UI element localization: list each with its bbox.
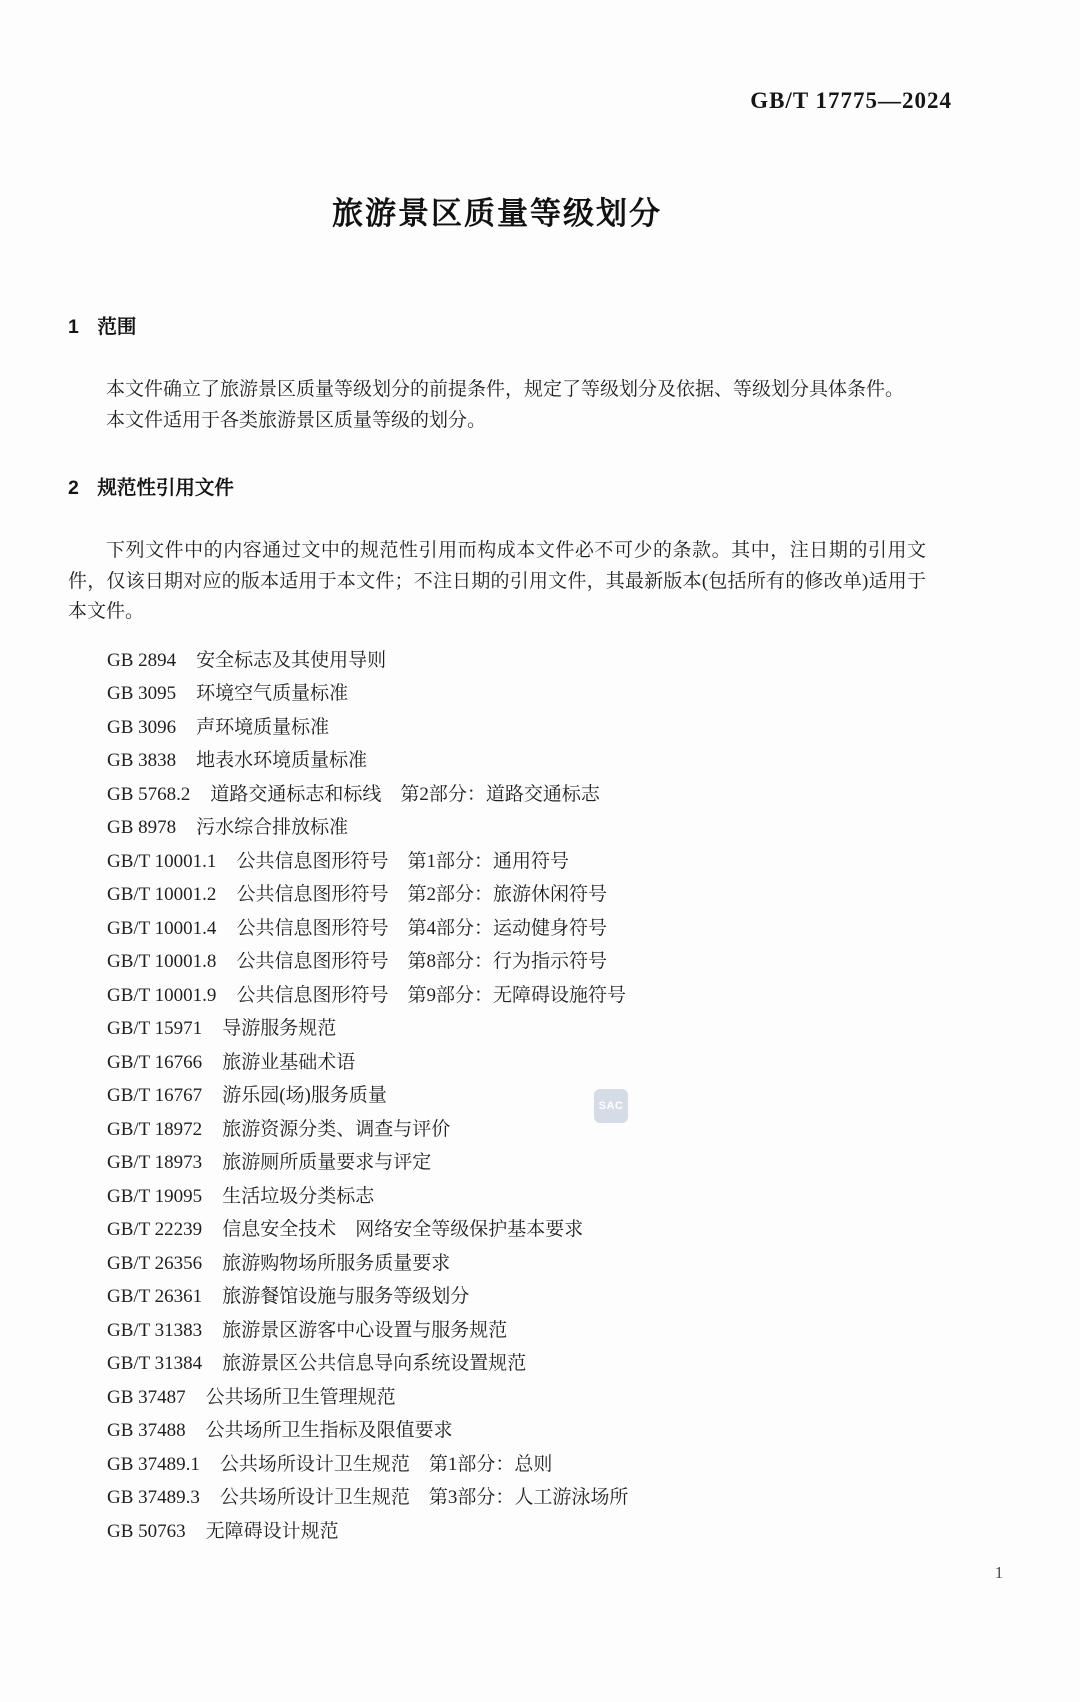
reference-title: 公共信息图形符号 第8部分：行为指示符号 — [236, 951, 607, 972]
reference-code: GB/T 19095 — [107, 1185, 203, 1207]
reference-item — [107, 644, 926, 678]
scope-paragraph-2: 本文件适用于各类旅游景区质量等级的划分。 — [106, 409, 487, 431]
section-number: 1 — [68, 316, 79, 338]
reference-item — [107, 1448, 926, 1482]
reference-code: GB 37487 — [107, 1386, 186, 1408]
reference-item — [107, 1180, 926, 1214]
reference-title: 公共信息图形符号 第4部分：运动健身符号 — [236, 917, 607, 939]
reference-title: 公共场所卫生管理规范 — [205, 1386, 396, 1408]
reference-code: GB/T 15971 — [107, 1018, 203, 1039]
reference-code: GB/T 22239 — [107, 1219, 203, 1240]
section-title: 规范性引用文件 — [97, 477, 234, 499]
standard-code: GB/T 17775—2024 — [750, 88, 952, 113]
reference-item — [107, 677, 926, 711]
reference-item — [107, 945, 926, 979]
reference-code: GB/T 10001.1 — [107, 850, 217, 872]
reference-item — [107, 1280, 926, 1314]
sac-watermark-logo: SAC — [594, 1089, 628, 1123]
section-title: 范围 — [97, 316, 137, 338]
reference-code: GB/T 26356 — [107, 1252, 203, 1274]
reference-item — [107, 845, 926, 879]
reference-code: GB 3838 — [107, 750, 177, 771]
reference-code: GB 8978 — [107, 817, 177, 838]
reference-code: GB/T 31384 — [107, 1353, 203, 1374]
reference-title: 生活垃圾分类标志 — [222, 1185, 375, 1207]
reference-code: GB/T 16767 — [107, 1085, 203, 1106]
reference-code: GB 37489.1 — [107, 1453, 200, 1475]
reference-item — [107, 1481, 926, 1515]
reference-item — [107, 711, 926, 745]
reference-title: 公共信息图形符号 第2部分：旅游休闲符号 — [236, 884, 607, 905]
reference-code: GB/T 31383 — [107, 1319, 203, 1341]
page-number: 1 — [994, 1563, 1004, 1582]
reference-code: GB 50763 — [107, 1520, 186, 1542]
reference-item — [107, 1347, 926, 1381]
reference-title: 地表水环境质量标准 — [196, 750, 368, 771]
reference-title: 游乐园(场)服务质量 — [222, 1085, 387, 1106]
reference-code: GB/T 18973 — [107, 1152, 203, 1173]
reference-item — [107, 1146, 926, 1180]
reference-item — [107, 878, 926, 912]
reference-title: 公共场所卫生指标及限值要求 — [205, 1420, 453, 1441]
reference-item — [107, 1314, 926, 1348]
reference-code: GB 2894 — [107, 649, 177, 671]
reference-item — [107, 1381, 926, 1415]
reference-code: GB 3095 — [107, 683, 177, 704]
reference-title: 信息安全技术 网络安全等级保护基本要求 — [222, 1219, 584, 1240]
reference-item — [107, 1113, 926, 1147]
reference-item — [107, 778, 926, 812]
reference-item — [107, 811, 926, 845]
reference-title: 声环境质量标准 — [196, 716, 330, 738]
reference-code: GB 37489.3 — [107, 1487, 200, 1508]
reference-title: 导游服务规范 — [222, 1018, 337, 1039]
reference-code: GB/T 10001.8 — [107, 951, 217, 972]
reference-title: 环境空气质量标准 — [196, 683, 349, 704]
reference-title: 道路交通标志和标线 第2部分：道路交通标志 — [210, 783, 600, 805]
section-heading-normative-references — [68, 472, 926, 500]
reference-item — [107, 1213, 926, 1247]
reference-title: 旅游景区游客中心设置与服务规范 — [222, 1319, 508, 1341]
reference-title: 公共场所设计卫生规范 第1部分：总则 — [219, 1453, 553, 1475]
reference-item — [107, 1046, 926, 1080]
reference-title: 旅游景区公共信息导向系统设置规范 — [222, 1353, 527, 1374]
reference-title: 旅游业基础术语 — [222, 1051, 356, 1073]
reference-item — [107, 912, 926, 946]
reference-item — [107, 1414, 926, 1448]
reference-code: GB/T 26361 — [107, 1286, 203, 1307]
reference-item — [107, 1079, 926, 1113]
reference-title: 旅游餐馆设施与服务等级划分 — [222, 1286, 470, 1307]
reference-title: 旅游购物场所服务质量要求 — [222, 1252, 451, 1274]
reference-title: 公共场所设计卫生规范 第3部分：人工游泳场所 — [219, 1487, 629, 1508]
reference-title: 安全标志及其使用导则 — [196, 649, 387, 671]
document-title: 旅游景区质量等级划分 — [332, 196, 662, 231]
reference-code: GB/T 16766 — [107, 1051, 203, 1073]
section-heading-scope — [68, 311, 926, 339]
reference-item — [107, 1247, 926, 1281]
reference-code: GB/T 18972 — [107, 1118, 203, 1140]
reference-title: 公共信息图形符号 第9部分：无障碍设施符号 — [236, 984, 626, 1006]
reference-title: 旅游厕所质量要求与评定 — [222, 1152, 432, 1173]
reference-title: 公共信息图形符号 第1部分：通用符号 — [236, 850, 569, 872]
reference-title: 污水综合排放标准 — [196, 817, 349, 838]
reference-code: GB/T 10001.9 — [107, 984, 217, 1006]
reference-code: GB 37488 — [107, 1420, 186, 1441]
reference-title: 无障碍设计规范 — [205, 1520, 339, 1542]
reference-code: GB/T 10001.4 — [107, 917, 217, 939]
reference-code: GB/T 10001.2 — [107, 884, 217, 905]
reference-item — [107, 979, 926, 1013]
reference-item — [107, 744, 926, 778]
scope-paragraph-1: 本文件确立了旅游景区质量等级划分的前提条件，规定了等级划分及依据、等级划分具体条件。 — [106, 379, 905, 400]
reference-title: 旅游资源分类、调查与评价 — [222, 1118, 451, 1140]
reference-item — [107, 1012, 926, 1046]
section-number: 2 — [68, 477, 79, 499]
reference-code: GB 5768.2 — [107, 783, 191, 805]
reference-item — [107, 1515, 926, 1549]
reference-code: GB 3096 — [107, 716, 177, 738]
normative-references-intro: 下列文件中的内容通过文中的规范性引用而构成本文件必不可少的条款。其中，注日期的引用文件，仅该日期对应的版本适用于本文件；不注日期的引用文件，其最新版本(包括所有的修改单)适用于本文件。 — [68, 540, 926, 622]
reference-list — [107, 644, 926, 1549]
